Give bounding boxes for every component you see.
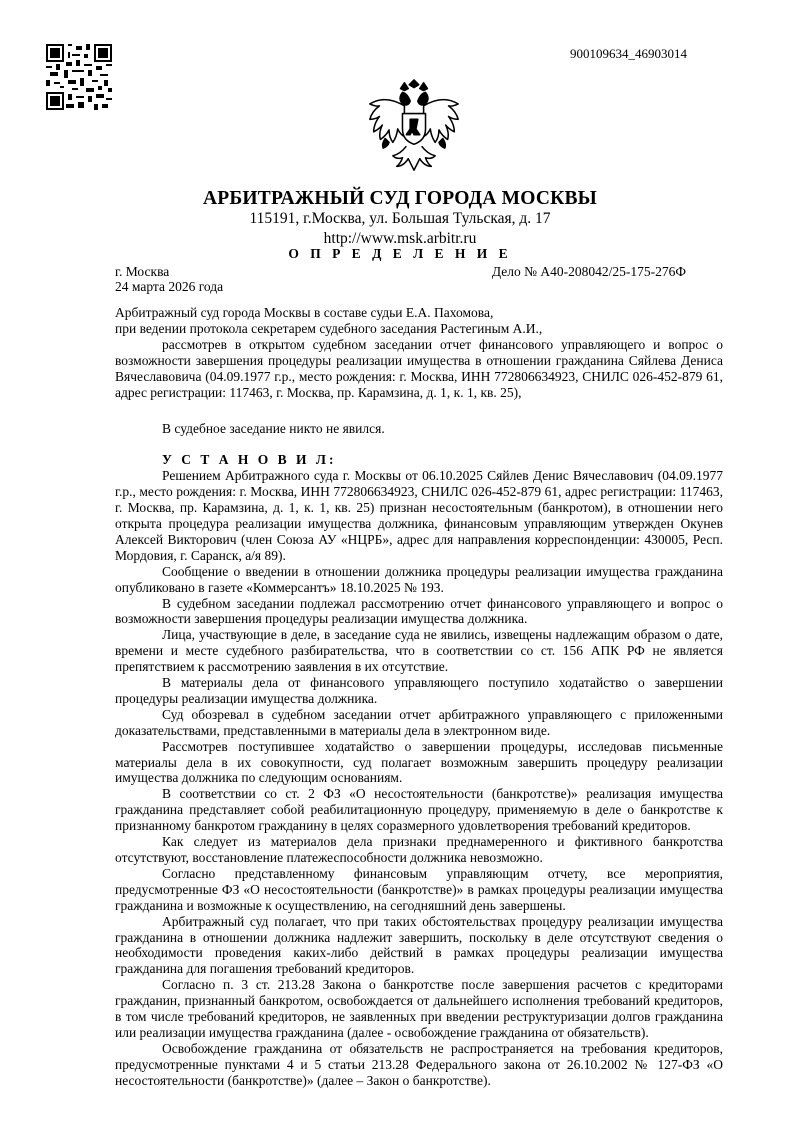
established-heading: У С Т А Н О В И Л:	[162, 452, 337, 468]
paragraph: Решением Арбитражного суда г. Москвы от 06.10.2025 Сяйлев Денис Вячеславович (04.09.1977 г.р., место рождения: г. Москва, ИНН 772806634923, СНИЛС 026-452-879 61, адрес регистрации: 117463, г. Москва, пр. Карамзина, д. 1, к. 1, кв. 25) признан несостоятельным (банкротом), в отношении него открыта процедура реализации имущества должника, финансовым управляющим утвержден Окунев Алексей Викторович (член Союза АУ «НЦРБ», адрес для направления корреспонденции: 430005, Респ. Мордовия, г. Саранск, а/я 89).	[115, 468, 723, 563]
intro-line: при ведении протокола секретарем судебного заседания Растегиным А.И.,	[115, 320, 543, 336]
case-number: Дело № А40-208042/25-175-276Ф	[491, 264, 686, 279]
paragraph: Рассмотрев поступившее ходатайство о завершении процедуры, исследовав письменные материалы дела в их совокупности, суд полагает возможным завершить процедуру реализации имущества должника по следующим основаниям.	[115, 738, 723, 786]
intro-line: Арбитражный суд города Москвы в составе судьи Е.А. Пахомова,	[115, 305, 494, 320]
document-date: 24 марта 2026 года	[115, 279, 224, 294]
paragraph: Согласно п. 3 ст. 213.28 Закона о банкротстве после завершения расчетов с кредиторами гражданин, признанный банкротом, освобождается от дальнейшего исполнения требований кредиторов, в том числе требований кредиторов, не заявленных при введении реструктуризации долгов гражданина или реализации имущества гражданина (далее - освобождение гражданина от обязательств).	[115, 977, 723, 1040]
paragraph: Арбитражный суд полагает, что при таких обстоятельствах процедуру реализации имущества гражданина в отношении должника надлежит завершить, поскольку в деле отсутствуют сведения о необходимости проведения каких-либо действий в рамках процедуры реализации имущества гражданина для погашения требований кредиторов.	[115, 913, 723, 977]
paragraph: В соответствии со ст. 2 ФЗ «О несостоятельности (банкротстве)» реализация имущества гражданина представляет собой реабилитационную процедуру, применяемую в деле о банкротстве к признанному банкротом гражданину в целях соразмерного удовлетворения требований кредиторов.	[115, 786, 723, 834]
court-address: 115191, г.Москва, ул. Большая Тульская, д. 17	[249, 210, 551, 227]
qr-code-icon	[46, 44, 112, 110]
paragraph: Суд обозревал в судебном заседании отчет арбитражного управляющего с приложенными доказательствами, представленными в материалы дела в электронном виде.	[115, 706, 723, 738]
court-website: http://www.msk.arbitr.ru	[323, 230, 477, 247]
paragraph: Освобождение гражданина от обязательств не распространяется на требования кредиторов, предусмотренные пунктами 4 и 5 статьи 213.28 Федерального закона от 26.10.2002 № 127-ФЗ «О несостоятельности (банкротстве)» (далее – Закон о банкротстве).	[115, 1040, 723, 1088]
document-type: О П Р Е Д Е Л Е Н И Е	[288, 246, 512, 261]
coat-of-arms-emblem-icon	[366, 78, 462, 176]
paragraph: В судебном заседании подлежал рассмотрению отчет финансового управляющего и вопрос о возможности завершения процедуры реализации имущества должника.	[115, 595, 723, 627]
paragraph: В материалы дела от финансового управляющего поступило ходатайство о завершении процедуры реализации имущества должника.	[115, 675, 723, 706]
document-id: 900109634_46903014	[570, 46, 687, 61]
considering-paragraph: рассмотрев в открытом судебном заседании отчет финансового управляющего и вопрос о возможности завершения процедуры реализации имущества в отношении гражданина Сяйлева Дениса Вячеславовича (04.09.1977 г.р., место рождения: г. Москва, ИНН 772806634923, СНИЛС 026-452-879 61, адрес регистрации: 117463, г. Москва, пр. Карамзина, д. 1, к. 1, кв. 25),	[115, 336, 723, 400]
document-body	[115, 305, 723, 1089]
paragraph: Лица, участвующие в деле, в заседание суда не явились, извещены надлежащим образом о дате, времени и месте судебного разбирательства, что в соответствии со ст. 156 АПК РФ не является препятствием к рассмотрению заявления в их отсутствие.	[115, 627, 723, 675]
paragraph: Сообщение о введении в отношении должника процедуры реализации имущества гражданина опубликовано в газете «Коммерсантъ» 18.10.2025 № 193.	[115, 563, 723, 595]
paragraph: Как следует из материалов дела признаки преднамеренного и фиктивного банкротства отсутствуют, восстановление платежеспособности должника невозможно.	[115, 834, 723, 865]
court-name: АРБИТРАЖНЫЙ СУД ГОРОДА МОСКВЫ	[202, 188, 598, 209]
paragraph: Согласно представленному финансовым управляющим отчету, все мероприятия, предусмотренные ФЗ «О несостоятельности (банкротстве)» в рамках процедуры реализации имущества гражданина и возможные к осуществлению, на сегодняшний день завершены.	[115, 865, 723, 913]
city: г. Москва	[115, 264, 170, 279]
attendance-paragraph: В судебное заседание никто не явился.	[162, 421, 385, 437]
